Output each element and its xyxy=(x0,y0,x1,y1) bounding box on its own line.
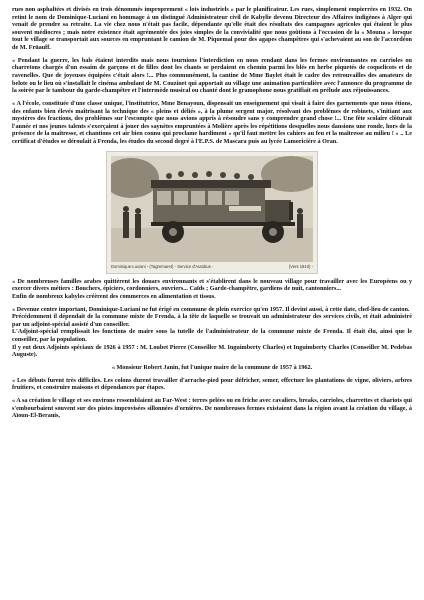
paragraph: L'Adjoint-spécial remplissait les fonctions de maire sous la tutelle de l'administrateur de la commune mixte de Frenda. Il était élu, ainsi que le conseiller, par la population. xyxy=(12,328,412,343)
paragraph: Il y eut deux Adjoints spéciaux de 1926 à 1957 : M. Loubet Pierre (Conseiller M. Inguimberty Charles) et Inguimberty Charles (Conseiller M. Pedebas Auguste). xyxy=(12,343,412,359)
caption-title: Dominique-Luciani - (Tagremaret) - Service d'Autobus - xyxy=(111,263,214,269)
paragraph: « A l'école, constituée d'une classe unique, l'institutrice, Mme Benayoun, dispensait un enseignement qui visait à faire des garnements que nous étions, des enfants bien élevés maîtrisant la technique des « pleins et déliés », à la plume sergent major, résolvant des problèmes de robinets, s'initiant aux mystères des fractions, des problèmes sur l'escompte que nous avions appris à résoudre sans y comprendre grand chose !... Une fête scolaire clôturait l'année et nos jeunes talents s'exerçaient à jouer des saynètes empruntées à Molière après les répétitions desquelles nous dansions une ronde, hors de la présence de la maîtresse, et chantions cet air bien connu qui proclame hardiment « qu'il faut mettre les cahiers au feu et la maîtresse au milieu ! » .. Le certificat d'études se déroulait à Frenda, les études du second degré à l'E.P.S. de Mascara puis au lycée Lamoricière à Oran. xyxy=(12,99,412,145)
paragraph: « A sa création le village et ses environs ressemblaient au Far-West : terres pelées ou en friche avec cavaliers, breaks, carrioles, charrettes et chariots qui s'embourbaient souvent sur des pistes improvisées sillonnées d'ornières. De nombreuses fermes existaient dans la région avant la création du village, à Aïoun-El-Beranis, xyxy=(12,397,412,420)
caption-date: (Vers 1910) - xyxy=(288,263,313,269)
paragraph: « Pendant la guerre, les bals étaient interdits mais nous tournions l'interdiction en nous rendant dans les fermes environnantes en carrioles ou charretons chargés d'un essaim de garçons et de filles dont les chants se perdaient en chemin parmi les blés en herbe piquetés de coquelicots et de ravenelles. Que de joyeuses équipées c'était alors !... Plus communément, la cantine de Mme Baylet était le cadre des retrouvailles des amateurs de belote ou le lieu où s'installait le cinéma ambulant de M. Couzinet qui apportait au village une animation particulière avec l'annonce du programme de la soirée par le tambour du garde-champêtre et l'intermède musical ou chanté dont le gramophone nous gratifiait en prélude aux réjouissances. xyxy=(12,56,412,95)
paragraph: Enfin de nombreux kabyles créèrent des commerces en alimentation et tissus. xyxy=(12,292,216,300)
paragraph: « Les débuts furent très difficiles. Les colons durent travailler d'arrache-pied pour défricher, semer, effectuer les plantations de vigne, oliviers, arbres fruitiers, et construire maisons et dépendances par étapes. xyxy=(12,376,412,392)
bus-image xyxy=(111,156,313,262)
paragraph: « Monsieur Robert Janin, fut l'unique maire de la commune de 1957 à 1962. xyxy=(111,363,313,371)
paragraph: « De nombreuses familles arabes quittèrent les douars environnants et s'établirent dans le nouveau village pour travailler avec les Européens ou y exercer divers métiers : Bouchers, épiciers, cordonniers, ouvriers... Caïds ; Garde-champêtre, gardiens de nuit, cantonniers... xyxy=(12,277,412,293)
bus-photograph xyxy=(106,151,318,274)
paragraph: « Devenue centre important, Dominique-Luciani ne fut érigé en commune de plein exercice qu'en 1957. Il devint aussi, à cette date, chef-lieu de canton. xyxy=(12,305,410,313)
photo-caption xyxy=(111,263,313,271)
document-page xyxy=(12,6,412,425)
paragraph: rues non asphaltées et divisés en trois dénommés improprement « lots industriels » par le planificateur. Les rues, simplement empierrées en 1932. On retint le nom de Dominique-Luciani en hommage à un distingué Administrateur civil de Kabylie devenu Directeur des Affaires indigènes à Alger qui venait de prendre sa retraite. La vie chez nous n'était pas facile, dépendante qu'elle était des résultats des campagnes agricoles qui étaient le plus souvent médiocres ; mais notre existence était agrémentée des joies simples de la convivialité que nous goûtions à l'occasion de la « Mouna » lorsque tout le village se transportait aux sources en empruntant le camion de M. Piquemal pour des agapes champêtres qui s'achevaient au son de l'accordéon de M. Früauff. xyxy=(12,6,412,51)
paragraph: Précédemment il dépendait de la commune mixte de Frenda, à la tête de laquelle se trouvait un administrateur des services civils, et était administré par un adjoint-spécial assisté d'un conseiller. xyxy=(12,313,412,328)
